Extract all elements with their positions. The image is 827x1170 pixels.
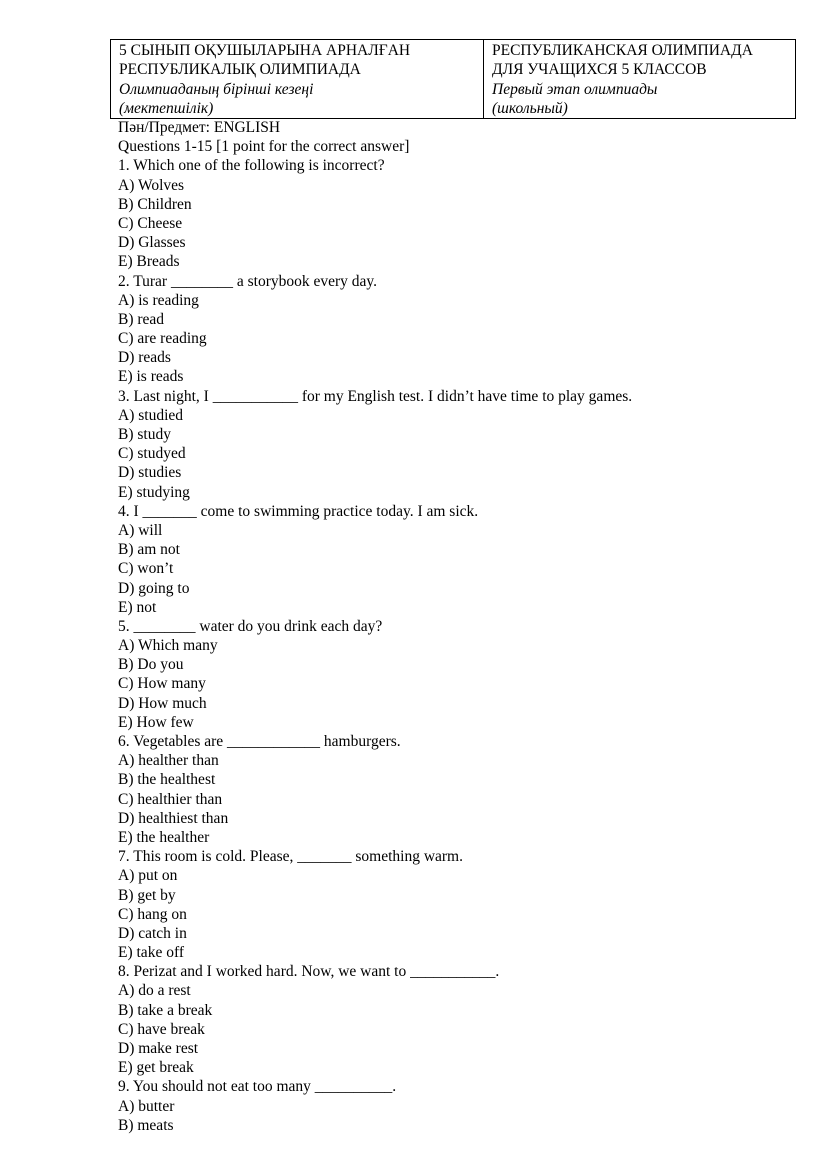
- subject-line: Пән/Предмет: ENGLISH: [118, 119, 281, 136]
- answer-option: C) hang on: [118, 905, 187, 923]
- answer-option: B) read: [118, 310, 165, 328]
- answer-option: B) get by: [118, 886, 176, 904]
- answer-option: D) Glasses: [118, 234, 186, 252]
- answer-option: C) Cheese: [118, 214, 183, 232]
- answer-option: C) How many: [118, 675, 206, 693]
- answer-option: A) is reading: [118, 291, 199, 309]
- answer-option: D) reads: [118, 349, 171, 367]
- answer-option: D) catch in: [118, 924, 187, 942]
- answer-option: A) healther than: [118, 752, 219, 770]
- answer-option: E) studying: [118, 483, 190, 501]
- header-kazakh-line1: 5 СЫНЫП ОҚУШЫЛАРЫНА АРНАЛҒАН: [119, 42, 411, 59]
- question-text: 9. You should not eat too many __________.: [118, 1078, 397, 1096]
- answer-option: E) the healther: [118, 828, 210, 846]
- header-kazakh-level: (мектепшілік): [119, 99, 214, 117]
- header-kazakh-line2: РЕСПУБЛИКАЛЫҚ ОЛИМПИАДА: [119, 61, 361, 79]
- answer-option: E) not: [118, 598, 157, 616]
- question-6: [118, 732, 808, 847]
- question-text: 2. Turar ________ a storybook every day.: [118, 272, 378, 290]
- header-russian-line2: ДЛЯ УЧАЩИХСЯ 5 КЛАССОВ: [492, 61, 707, 79]
- header-russian-cell: [484, 40, 796, 119]
- header-russian-level: (школьный): [492, 99, 568, 117]
- olympiad-header-table: [110, 39, 796, 119]
- answer-option: C) are reading: [118, 330, 207, 348]
- answer-option: E) Breads: [118, 253, 180, 271]
- answer-option: D) studies: [118, 464, 182, 482]
- answer-option: B) am not: [118, 541, 180, 559]
- question-9: [118, 1077, 808, 1135]
- answer-option: D) How much: [118, 694, 207, 712]
- answer-option: B) Do you: [118, 656, 184, 674]
- answer-option: B) study: [118, 426, 171, 443]
- answer-option: B) meats: [118, 1116, 174, 1134]
- answer-option: B) Children: [118, 195, 192, 213]
- question-text: 6. Vegetables are ____________ hamburgers.: [118, 733, 401, 750]
- document-body: [118, 118, 808, 1135]
- answer-option: E) take off: [118, 944, 184, 962]
- question-5: [118, 617, 808, 732]
- answer-option: A) will: [118, 521, 163, 539]
- answer-option: A) butter: [118, 1097, 175, 1115]
- question-text: 8. Perizat and I worked hard. Now, we want to ___________.: [118, 963, 500, 981]
- answer-option: C) have break: [118, 1020, 205, 1038]
- answer-option: A) Wolves: [118, 176, 185, 194]
- answer-option: B) the healthest: [118, 771, 216, 789]
- question-text: 1. Which one of the following is incorrect?: [118, 157, 385, 175]
- answer-option: A) Which many: [118, 637, 218, 655]
- question-1: [118, 156, 808, 271]
- answer-option: C) healthier than: [118, 790, 223, 808]
- answer-option: E) How few: [118, 713, 194, 731]
- answer-option: E) get break: [118, 1059, 194, 1077]
- answer-option: A) do a rest: [118, 982, 191, 1000]
- question-8: [118, 962, 808, 1077]
- question-4: [118, 502, 808, 617]
- answer-option: D) going to: [118, 579, 190, 597]
- answer-option: D) make rest: [118, 1040, 199, 1057]
- answer-option: D) healthiest than: [118, 809, 229, 827]
- question-text: 3. Last night, I ___________ for my English test. I didn’t have time to play games.: [118, 387, 633, 405]
- question-text: 5. ________ water do you drink each day?: [118, 617, 383, 635]
- answer-option: A) put on: [118, 867, 178, 885]
- answer-option: B) take a break: [118, 1001, 213, 1019]
- header-russian-stage: Первый этап олимпиады: [492, 80, 658, 98]
- question-text: 4. I _______ come to swimming practice today. I am sick.: [118, 502, 479, 520]
- question-text: 7. This room is cold. Please, _______ something warm.: [118, 848, 463, 866]
- header-kazakh-cell: [111, 40, 484, 119]
- answer-option: E) is reads: [118, 368, 184, 386]
- question-7: [118, 847, 808, 962]
- answer-option: C) studyed: [118, 445, 186, 463]
- instructions-line: Questions 1-15 [1 point for the correct answer]: [118, 138, 410, 156]
- answer-option: C) won’t: [118, 560, 174, 578]
- question-3: [118, 387, 808, 502]
- header-russian-line1: РЕСПУБЛИКАНСКАЯ ОЛИМПИАДА: [492, 42, 753, 59]
- answer-option: A) studied: [118, 406, 184, 424]
- question-2: [118, 272, 808, 387]
- header-kazakh-stage: Олимпиаданың бірінші кезеңі: [119, 80, 314, 98]
